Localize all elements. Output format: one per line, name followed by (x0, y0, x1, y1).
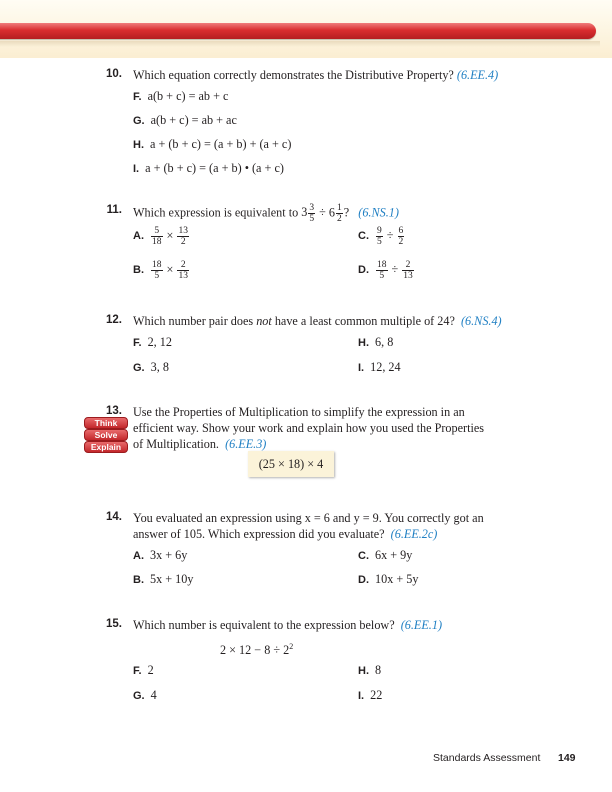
q14-standard: (6.EE.2c) (390, 527, 438, 541)
q12-option-g[interactable] (133, 359, 169, 376)
q11-option-a[interactable] (133, 226, 190, 247)
option-letter: C. (358, 230, 369, 243)
option-text: a(b + c) = ab + c (147, 89, 229, 103)
denominator: 18 (152, 237, 162, 247)
q11-option-b[interactable] (133, 260, 190, 281)
option-text: a + (b + c) = (a + b) • (a + c) (145, 161, 284, 175)
option-text: 4 (150, 688, 157, 702)
whole-part: 3 (301, 205, 308, 220)
numerator: 18 (152, 260, 162, 270)
q12-prompt-text-b: have a least common multiple of 24? (274, 314, 455, 328)
q10-standard: (6.EE.4) (456, 68, 499, 82)
q12-prompt (133, 313, 502, 329)
q14-line2 (133, 526, 437, 542)
denominator: 13 (403, 271, 413, 281)
numerator: 18 (377, 260, 387, 270)
q10-option-f[interactable] (133, 88, 228, 105)
option-text: 6, 8 (375, 335, 394, 349)
option-letter: A. (133, 230, 144, 243)
q15-standard: (6.EE.1) (400, 618, 443, 632)
q15-expression-text: 2 × 12 − 8 ÷ 2 (220, 643, 290, 658)
q10-prompt-text: Which equation correctly demonstrates the Distributive Property? (133, 68, 454, 82)
option-text: 2 (147, 663, 154, 677)
q10-option-g[interactable] (133, 112, 237, 129)
question-mark: ? (343, 205, 350, 220)
q15-option-i[interactable] (358, 687, 382, 704)
option-text: a(b + c) = ab + ac (150, 113, 237, 127)
numerator: 5 (151, 226, 163, 237)
q14-line2-text: answer of 105. Which expression did you evaluate? (133, 527, 385, 541)
q11-prompt-text: Which expression is equivalent to (133, 205, 299, 220)
option-text: 6x + 9y (375, 548, 413, 562)
numerator: 2 (177, 260, 189, 271)
numerator: 6 (398, 226, 404, 236)
page-number: 149 (558, 752, 576, 764)
option-text: 5x + 10y (150, 572, 194, 586)
denominator: 2 (180, 237, 186, 247)
option-letter: C. (358, 550, 369, 562)
option-letter: D. (358, 574, 369, 586)
option-text: 10x + 5y (375, 572, 419, 586)
numerator: 9 (377, 226, 382, 236)
q11-prompt (133, 203, 399, 224)
think-badge: Think (84, 417, 128, 429)
option-letter: B. (133, 574, 144, 586)
operator: × (166, 262, 174, 277)
denominator: 2 (398, 237, 404, 247)
denominator: 5 (154, 271, 160, 281)
option-letter: H. (133, 139, 144, 151)
option-text: 2, 12 (147, 335, 172, 349)
q14-number: 14. (106, 511, 122, 523)
q14-option-a[interactable] (133, 547, 187, 564)
q15-prompt (133, 617, 442, 633)
q10-number: 10. (106, 68, 122, 80)
q12-number: 12. (106, 314, 122, 326)
denominator: 13 (178, 271, 188, 281)
numerator: 13 (178, 226, 188, 236)
q10-option-i[interactable] (133, 160, 284, 177)
option-letter: I. (358, 362, 365, 374)
q14-option-c[interactable] (358, 547, 412, 564)
option-letter: A. (133, 550, 144, 562)
q15-exponent: 2 (289, 642, 294, 651)
q13-line3-text: of Multiplication. (133, 437, 219, 451)
option-text: 22 (370, 688, 383, 702)
option-letter: I. (358, 690, 365, 702)
operator: ÷ (386, 228, 394, 243)
q15-option-h[interactable] (358, 662, 381, 679)
q15-option-f[interactable] (133, 662, 154, 679)
q13-standard: (6.EE.3) (225, 437, 267, 451)
q12-option-i[interactable] (358, 359, 401, 376)
q14-line1: You evaluated an expression using x = 6 and y = 9. You correctly got an (133, 511, 484, 525)
numerator: 3 (309, 203, 315, 213)
option-letter: G. (133, 115, 145, 127)
q12-option-h[interactable] (358, 334, 393, 351)
footer-section: Standards Assessment (433, 752, 541, 764)
numerator: 1 (336, 203, 342, 213)
q12-option-f[interactable] (133, 334, 172, 351)
denominator: 5 (309, 214, 315, 224)
option-letter: I. (133, 163, 140, 175)
option-text: 3, 8 (150, 360, 169, 374)
q14-option-d[interactable] (358, 571, 418, 588)
denominator: 5 (377, 237, 382, 247)
q14-option-b[interactable] (133, 571, 193, 588)
q11-mixed-number (301, 203, 316, 224)
solve-badge: Solve (84, 429, 128, 441)
header-red-bar (0, 23, 596, 39)
option-letter: G. (133, 362, 145, 374)
numerator: 2 (402, 260, 414, 271)
q15-expression (220, 639, 293, 658)
operator: ÷ (391, 262, 399, 277)
q12-standard: (6.NS.4) (460, 314, 502, 328)
q11-option-c[interactable] (358, 226, 405, 247)
denominator: 2 (336, 214, 342, 224)
q15-option-g[interactable] (133, 687, 157, 704)
option-letter: H. (358, 665, 369, 677)
q11-standard: (6.NS.1) (358, 205, 399, 220)
q15-number: 15. (106, 618, 122, 630)
q13-line1: Use the Properties of Multiplication to simplify the expression in an (133, 405, 465, 419)
operator: × (166, 228, 174, 243)
q13-line3 (133, 436, 266, 452)
option-letter: B. (133, 264, 144, 277)
option-letter: D. (358, 264, 369, 277)
q13-line2: efficient way. Show your work and explain how you used the Properties (133, 421, 484, 435)
q12-prompt-emphasis: not (256, 314, 272, 328)
q13-expression-box: (25 × 18) × 4 (248, 451, 334, 477)
explain-badge: Explain (84, 441, 128, 453)
q13-number: 13. (106, 405, 122, 417)
option-text: 12, 24 (370, 360, 401, 374)
q15-prompt-text: Which number is equivalent to the expression below? (133, 618, 395, 632)
q10-prompt (133, 67, 498, 83)
q11-option-d[interactable] (358, 260, 415, 281)
option-letter: H. (358, 337, 369, 349)
option-letter: F. (133, 337, 142, 349)
option-letter: F. (133, 665, 142, 677)
option-letter: F. (133, 91, 142, 103)
q11-operator: ÷ 6 (319, 205, 335, 220)
q10-option-h[interactable] (133, 136, 291, 153)
option-text: 8 (375, 663, 382, 677)
q11-number: 11. (106, 204, 122, 216)
option-letter: G. (133, 690, 145, 702)
option-text: a + (b + c) = (a + b) + (a + c) (150, 137, 292, 151)
header-shadow (0, 41, 600, 47)
q12-prompt-text-a: Which number pair does (133, 314, 254, 328)
denominator: 5 (379, 271, 385, 281)
option-text: 3x + 6y (150, 548, 188, 562)
